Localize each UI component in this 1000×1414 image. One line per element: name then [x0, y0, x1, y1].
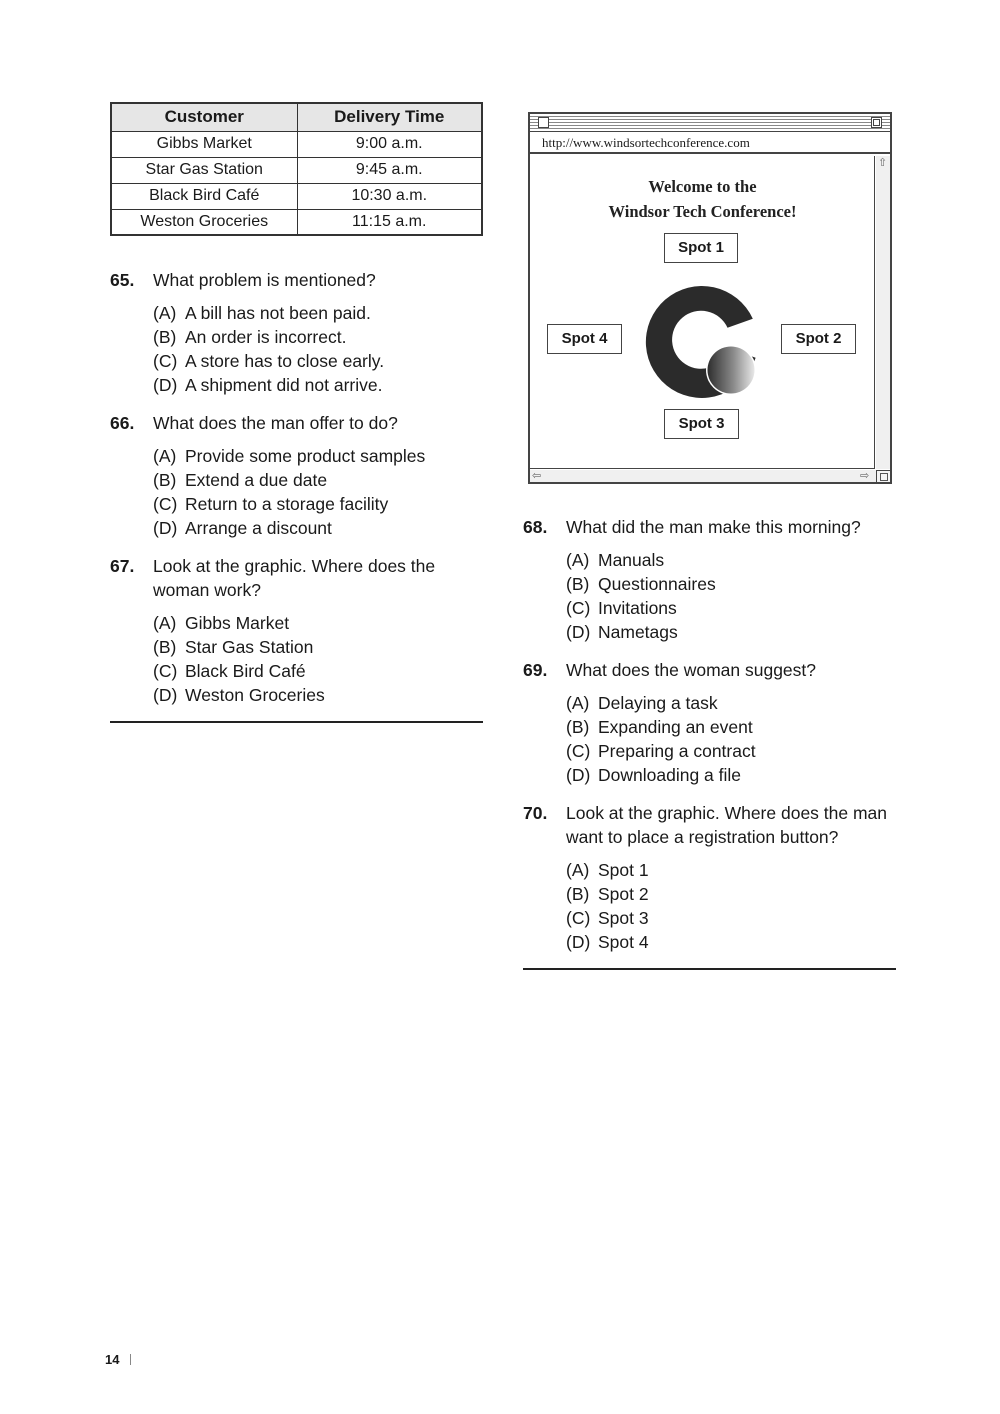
question-70: [523, 801, 903, 954]
option-text: An order is incorrect.: [185, 327, 347, 347]
question-68: [523, 515, 903, 644]
option-c[interactable]: [153, 349, 490, 373]
option-d[interactable]: [153, 373, 490, 397]
question-number: 70.: [523, 803, 548, 823]
option-a[interactable]: [566, 858, 903, 882]
answer-options: [153, 611, 455, 707]
option-text: Manuals: [598, 550, 665, 570]
option-letter: (D): [153, 518, 178, 538]
option-text: A bill has not been paid.: [185, 303, 371, 323]
option-b[interactable]: [153, 325, 490, 349]
option-text: Weston Groceries: [185, 685, 325, 705]
zoom-box-icon: [871, 117, 882, 128]
question-69: [523, 658, 903, 787]
close-box-icon: [538, 117, 549, 128]
option-text: Black Bird Café: [185, 661, 306, 681]
column-header-customer: Customer: [111, 103, 297, 131]
option-text: Provide some product samples: [185, 446, 426, 466]
option-letter: (B): [153, 470, 177, 490]
question-number: 65.: [110, 270, 135, 290]
question-text: What does the woman suggest?: [566, 660, 817, 680]
welcome-heading: [530, 174, 875, 224]
question-67: [110, 554, 455, 707]
option-d[interactable]: [153, 683, 455, 707]
option-letter: (C): [566, 598, 591, 618]
delivery-time-cell: 9:00 a.m.: [297, 131, 482, 157]
spot-4-box: Spot 4: [547, 324, 622, 354]
scroll-left-arrow-icon[interactable]: ⇦: [532, 470, 542, 482]
option-letter: (B): [153, 327, 177, 347]
option-text: Return to a storage facility: [185, 494, 389, 514]
option-text: Delaying a task: [598, 693, 718, 713]
option-c[interactable]: [153, 492, 490, 516]
option-letter: (B): [153, 637, 177, 657]
table-row: [111, 209, 482, 235]
option-a[interactable]: [153, 611, 455, 635]
resize-corner-icon[interactable]: [876, 470, 890, 482]
option-a[interactable]: [566, 548, 903, 572]
question-number: 67.: [110, 556, 135, 576]
question-66: [110, 411, 490, 540]
question-number: 68.: [523, 517, 548, 537]
option-b[interactable]: [566, 572, 903, 596]
customer-cell: Star Gas Station: [111, 157, 297, 183]
option-text: Spot 1: [598, 860, 649, 880]
option-a[interactable]: [153, 301, 490, 325]
title-bar: [530, 114, 890, 132]
option-letter: (B): [566, 884, 590, 904]
spot-1-box: Spot 1: [664, 233, 738, 263]
vertical-scrollbar[interactable]: [876, 156, 890, 469]
option-c[interactable]: [566, 906, 903, 930]
question-text: What does the man offer to do?: [153, 413, 398, 433]
spot-2-box: Spot 2: [781, 324, 856, 354]
question-number: 69.: [523, 660, 548, 680]
question-65: [110, 268, 490, 397]
answer-options: [566, 691, 903, 787]
option-letter: (D): [566, 765, 591, 785]
option-text: A store has to close early.: [185, 351, 385, 371]
answer-options: [566, 548, 903, 644]
horizontal-scrollbar[interactable]: [530, 470, 876, 482]
delivery-time-cell: 10:30 a.m.: [297, 183, 482, 209]
delivery-time-cell: 9:45 a.m.: [297, 157, 482, 183]
option-letter: (D): [153, 375, 178, 395]
option-d[interactable]: [566, 620, 903, 644]
option-text: Expanding an event: [598, 717, 753, 737]
option-letter: (A): [153, 303, 177, 323]
address-bar: http://www.windsortechconference.com: [530, 133, 890, 154]
option-b[interactable]: [153, 468, 490, 492]
option-text: Gibbs Market: [185, 613, 290, 633]
browser-window-graphic: [528, 112, 892, 484]
option-text: Nametags: [598, 622, 678, 642]
option-text: Spot 4: [598, 932, 649, 952]
option-b[interactable]: [566, 715, 903, 739]
option-letter: (D): [566, 932, 591, 952]
question-number: 66.: [110, 413, 135, 433]
option-text: Arrange a discount: [185, 518, 332, 538]
question-text: What did the man make this morning?: [566, 517, 861, 537]
customer-cell: Gibbs Market: [111, 131, 297, 157]
option-c[interactable]: [153, 659, 455, 683]
option-letter: (C): [153, 661, 178, 681]
option-text: Questionnaires: [598, 574, 716, 594]
conference-logo: [638, 276, 768, 406]
option-letter: (A): [153, 613, 177, 633]
option-b[interactable]: [566, 882, 903, 906]
option-letter: (C): [566, 908, 591, 928]
option-a[interactable]: [566, 691, 903, 715]
customer-cell: Weston Groceries: [111, 209, 297, 235]
option-d[interactable]: [566, 763, 903, 787]
section-divider: [523, 968, 896, 970]
option-letter: (C): [153, 351, 178, 371]
option-letter: (D): [153, 685, 178, 705]
option-text: Preparing a contract: [598, 741, 756, 761]
spot-3-box: Spot 3: [664, 409, 739, 439]
option-text: Downloading a file: [598, 765, 742, 785]
table-row: [111, 183, 482, 209]
answer-options: [153, 301, 490, 397]
web-page-content: [530, 156, 875, 469]
table-row: [111, 131, 482, 157]
table-row: [111, 157, 482, 183]
answer-options: [153, 444, 490, 540]
question-text: Look at the graphic. Where does the woman work?: [153, 556, 436, 600]
option-letter: (C): [566, 741, 591, 761]
page-number: 14: [105, 1352, 120, 1367]
scroll-up-arrow-icon[interactable]: ⇧: [878, 157, 888, 169]
option-d[interactable]: [566, 930, 903, 954]
question-text: What problem is mentioned?: [153, 270, 376, 290]
option-letter: (A): [566, 550, 590, 570]
option-letter: (D): [566, 622, 591, 642]
question-text: Look at the graphic. Where does the man want to place a registration button?: [566, 803, 888, 847]
welcome-line-1: Welcome to the: [648, 177, 757, 196]
option-text: A shipment did not arrive.: [185, 375, 383, 395]
option-letter: (A): [566, 693, 590, 713]
column-header-delivery-time: Delivery Time: [297, 103, 482, 131]
option-letter: (C): [153, 494, 178, 514]
welcome-line-2: Windsor Tech Conference!: [608, 202, 797, 221]
option-letter: (A): [153, 446, 177, 466]
option-c[interactable]: [566, 596, 903, 620]
table-header-row: [111, 103, 482, 131]
scroll-right-arrow-icon[interactable]: ⇨: [860, 470, 870, 482]
page-number-divider: [130, 1354, 131, 1365]
section-divider: [110, 721, 483, 723]
answer-options: [566, 858, 903, 954]
option-letter: (A): [566, 860, 590, 880]
option-a[interactable]: [153, 444, 490, 468]
logo-sphere-shape: [708, 347, 755, 394]
option-c[interactable]: [566, 739, 903, 763]
option-text: Spot 2: [598, 884, 649, 904]
option-letter: (B): [566, 717, 590, 737]
option-d[interactable]: [153, 516, 490, 540]
delivery-schedule-table: [110, 102, 483, 236]
option-text: Spot 3: [598, 908, 649, 928]
option-text: Extend a due date: [185, 470, 328, 490]
option-b[interactable]: [153, 635, 455, 659]
delivery-time-cell: 11:15 a.m.: [297, 209, 482, 235]
option-text: Invitations: [598, 598, 677, 618]
option-text: Star Gas Station: [185, 637, 314, 657]
option-letter: (B): [566, 574, 590, 594]
customer-cell: Black Bird Café: [111, 183, 297, 209]
